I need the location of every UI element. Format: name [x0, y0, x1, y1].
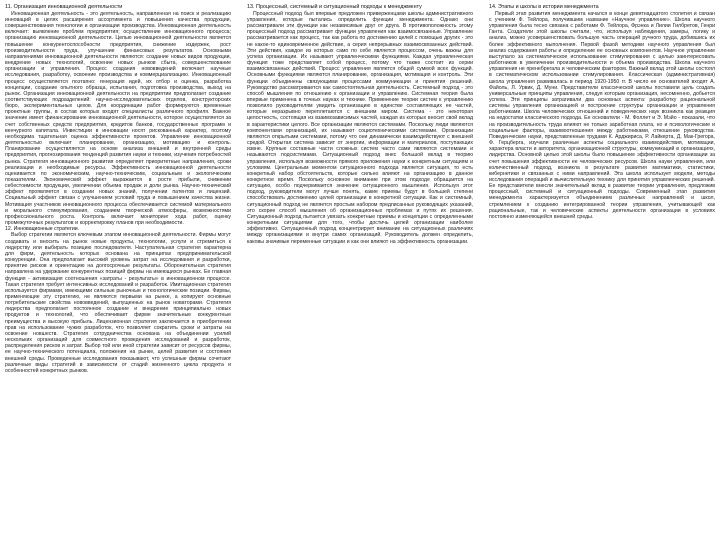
column-2	[247, 4, 473, 536]
subsection-heading: 12. Инновационные стратегии.	[5, 226, 80, 233]
column-1	[5, 4, 231, 536]
body-paragraph: Выбор стратегии является ключевым этапом инновационной деятельности. Фирмы могут создавать и вносить на рынок новые продукты, технологии, услуги и стремиться к лидерству или выбирать позицию последователя. Наступательная стратегия характерна для фирм, деятельность которых основана на принципах предпринимательской конкуренции. Она предполагает высокий уровень затрат на исследования и разработки, принятие рисков и ориентацию на долгосрочные результаты. Оборонительная стратегия направлена на удержание конкурентных позиций фирмы на имеющихся рынках. Ее главная функция - активизация соотношения «затраты - результаты» в инновационном процессе. Такая стратегия требует интенсивных исследований и разработок. Имитационная стратегия используется фирмами, имеющими сильные рыночные и технологические позиции. Фирмы, применяющие эту стратегию, не являются первыми на рынке, а копируют основные потребительские свойства нововведений, выпущенных на рынок новаторами. Стратегия лидерства предполагает постоянное создание и внедрение принципиально новых продуктов и технологий, что обеспечивает фирме значительные конкурентные преимущества и высокую прибыль. Лицензионная стратегия заключается в приобретении прав на использование чужих разработок, что позволяет сократить сроки и затраты на освоение новшеств. Стратегия сотрудничества основана на объединении усилий нескольких организаций для совместного проведения исследований и разработок, распределения рисков и затрат. Выбор той или иной стратегии зависит от ресурсов фирмы, ее научно-технического потенциала, положения на рынке, целей развития и состояния внешней среды. Проведенные исследования показывают, что успешные фирмы сочетают различные виды стратегий в зависимости от стадий жизненного цикла продукта и особенностей конкретных рынков.	[5, 232, 231, 374]
body-paragraph: Процессный подход был впервые предложен приверженцами школы административного управления, которые пытались определить функции менеджмента. Однако они рассматривали эти функции как независимые друг от друга. В противоположность этому процессный подход рассматривает функции управления как взаимосвязанные. Управление рассматривается как процесс, так как работа по достижению целей с помощью других - это не какое-то единовременное действие, а серия непрерывных взаимосвязанных действий. Эти действия, каждое из которых само по себе является процессом, очень важны для успеха организации. Их называют управленческими функциями. Каждая управленческая функция тоже представляет собой процесс, потому что также состоит из серии взаимосвязанных действий. Процесс управления является общей суммой всех функций. Основными функциями являются планирование, организация, мотивация и контроль. Эти функции объединены связующими процессами коммуникации и принятия решений. Руководство рассматривается как самостоятельная деятельность. Системный подход - это способ мышления по отношению к организации и управлению. Системная теория была впервые применена в точных науках и технике. Применение теории систем к управлению позволило руководителям увидеть организацию в единстве составляющих ее частей, которые неразрывно переплетаются с внешним миром. Система - это некоторая целостность, состоящая из взаимозависимых частей, каждая из которых вносит свой вклад в характеристики целого. Все организации являются системами. Поскольку люди являются компонентами организаций, их называют социотехническими системами. Организации являются открытыми системами, потому что они динамически взаимодействуют с внешней средой. Открытая система зависит от энергии, информации и материалов, поступающих извне. Крупные составные части сложных систем часто сами являются системами и называются подсистемами. Ситуационный подход внес большой вклад в теорию управления, используя возможности прямого приложения науки к конкретным ситуациям и условиям. Центральным моментом ситуационного подхода является ситуация, то есть конкретный набор обстоятельств, которые сильно влияют на организацию в данное конкретное время. Поскольку основное внимание при этом подходе обращается на ситуацию, особо подчеркивается значение ситуационного мышления. Используя этот подход, руководители могут лучше понять, какие приемы будут в большей степени способствовать достижению целей организации в конкретной ситуации. Как и системный, ситуационный подход не является простым набором предписанных руководящих указаний, это скорее способ мышления об организационных проблемах и путях их решения. Ситуационный подход пытается увязать конкретные приемы и концепции с определенными конкретными ситуациями для того, чтобы достичь целей организации наиболее эффективно. Ситуационный подход концентрирует внимание на ситуационных различиях между организациями и внутри самих организаций. Руководитель должен определить, каковы значимые переменные ситуации и как они влияют на эффективность организации.	[247, 10, 473, 245]
body-paragraph: Инновационная деятельность - это деятельность, направленная на поиск и реализацию инноваций в целях расширения ассортимента и повышения качества продукции, совершенствования технологии и организации производства. Инновационная деятельность включает: выявление проблем предприятия; осуществление инновационного процесса; организацию инновационной деятельности. Целью инновационной деятельности является повышение конкурентоспособности предприятия, снижение издержек, рост производительности труда, улучшение финансовых результатов. Основными направлениями инновационной деятельности являются: создание новых видов продукции, внедрение новых технологий, освоение новых рынков сбыта, совершенствование организации и управления. Процесс создания нововведений включает научные исследования, разработку, освоение производства и коммерциализацию. Инновационный процесс осуществляется поэтапно: генерация идей, их отбор и оценка, разработка концепции, создание опытного образца, испытания, подготовка производства, выход на рынок. Организация инновационной деятельности на предприятии предполагает создание соответствующих подразделений: научно-исследовательских отделов, конструкторских бюро, экспериментальных цехов. Для координации работ формируются временные проектные группы, в состав которых входят специалисты различного профиля. Важное значение имеет финансирование инновационной деятельности, которое осуществляется за счет собственных средств предприятия, кредитов банков, государственных программ и венчурного капитала. Инвестиции в инновации носят рискованный характер, поэтому необходима тщательная оценка эффективности проектов. Управление инновационной деятельностью включает планирование, организацию, мотивацию и контроль. Планирование осуществляется на основе анализа внешней и внутренней среды предприятия, прогнозирования тенденций развития науки и техники, изучения потребностей рынка. Стратегия инновационного развития определяет приоритетные направления, сроки реализации и необходимые ресурсы. Эффективность инновационной деятельности оценивается по экономическим, научно-техническим, социальным и экологическим показателям. Экономический эффект выражается в росте прибыли, снижении себестоимости продукции, увеличении объема продаж и доли рынка. Научно-технический эффект проявляется в создании новых знаний, получении патентов и лицензий. Социальный эффект связан с улучшением условий труда и повышением качества жизни. Мотивация участников инновационного процесса обеспечивается системой материального и морального стимулирования, созданием творческой атмосферы, возможностями профессионального роста. Контроль включает мониторинг хода работ, оценку промежуточных результатов и корректировку планов при необходимости.	[5, 10, 231, 227]
section-heading: 11. Организация инновационной деятельности	[5, 4, 123, 10]
body-paragraph: Первый этап развития менеджмента начался в конце девятнадцатого столетия и связан с учением Ф. Тейлора, получившим название «Научное управление». Школа научного управления была тесно связана с работами Ф. Тейлора, Фрэнка и Лилии Гилбретов, Генри Ганта. Создатели этой школы считали, что, используя наблюдения, замеры, логику и анализ, можно усовершенствовать большую часть операций ручного труда, добившись их более эффективного выполнения. Первой фазой методики научного управления был анализ содержания работы и определение ее основных компонентов. Научное управление выступало за систематическое использование стимулирования с целью заинтересовать работников в увеличении производительности и объема производства. Школа научного управления не пренебрегала и человеческим фактором. Важный вклад этой школы состоял в систематическом использовании стимулирования. Классическая (административная) школа управления развивалась в период 1920-1950 гг. В число ее основателей входят А. Файоль, Л. Урвик, Д. Муни. Представители классической школы поставили цель создать универсальные принципы управления, следуя которым организация, несомненно, добьется успеха. Эти принципы затрагивали два основных аспекта: разработку рациональной системы управления организацией и построение структуры организации и управления работниками. Школа человеческих отношений и поведенческих наук возникла как реакция на недостатки классического подхода. Ее основатели - М. Фоллет и Э. Мэйо - показали, что на производительность труда влияют не только заработная плата, но и психологические и социальные факторы, взаимоотношения между работниками, отношение руководства. Поведенческие науки, представленные трудами К. Арджириса, Р. Лайкерта, Д. Мак-Грегора, Ф. Герцберга, изучали различные аспекты социального взаимодействия, мотивации, характера власти и авторитета, организационной структуры, коммуникаций в организациях, лидерства. Основной целью этой школы было повышение эффективности организации за счет повышения эффективности ее человеческих ресурсов. Школа науки управления, или количественный подход, возникла в результате развития математики, статистики, кибернетики и связанных с ними направлений. Эта школа использует модели, методы исследования операций и вычислительную технику для принятия управленческих решений. Ее представители внесли значительный вклад в развитие теории управления, предложив процессный, системный и ситуационный подходы. Современный этап развития менеджмента характеризуется объединением различных направлений и школ, стремлением к созданию интегрированной теории управления, учитывающей как рациональные, так и человеческие аспекты деятельности организации в условиях постоянно изменяющейся внешней среды.	[489, 10, 715, 220]
section-heading: 14. Этапы и школы в истории менеджмента	[489, 4, 599, 10]
column-3	[489, 4, 715, 536]
section-heading: 13. Процессный, системный и ситуационный подходы к менеджменту	[247, 4, 422, 10]
